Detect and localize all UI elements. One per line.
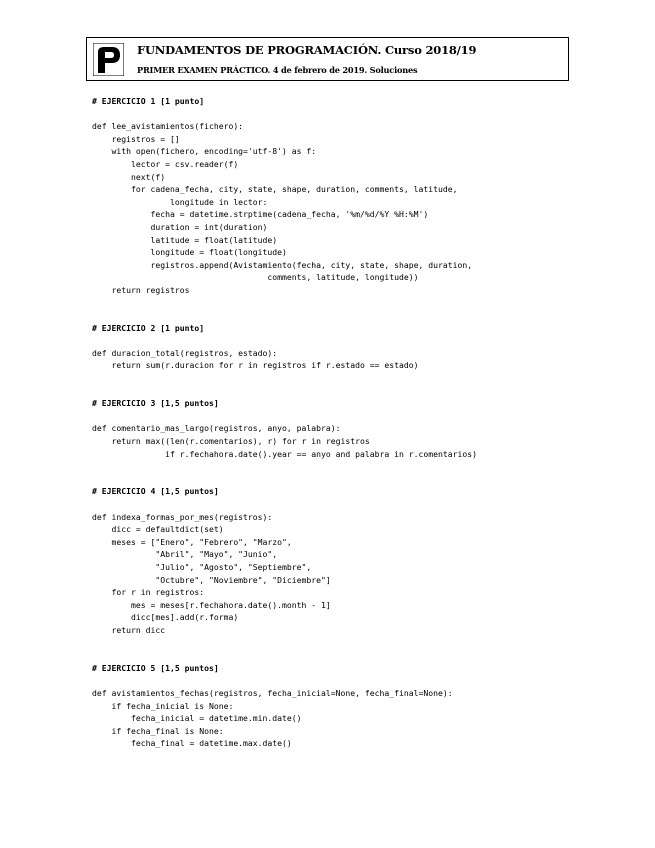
code-line: return max((len(r.comentarios), r) for r in registros bbox=[92, 436, 370, 447]
code-line: def indexa_formas_por_mes(registros): bbox=[92, 511, 273, 522]
code-line: return sum(r.duracion for r in registros if r.estado == estado) bbox=[92, 360, 419, 371]
code-line: with open(fichero, encoding='utf-8') as f: bbox=[92, 146, 317, 157]
blank-line bbox=[92, 297, 477, 310]
code-line: "Abril", "Mayo", "Junio", bbox=[92, 549, 278, 560]
code-line: def avistamientos_fechas(registros, fecha_inicial=None, fecha_final=None): bbox=[92, 687, 453, 698]
code-line: if fecha_final is None: bbox=[92, 725, 224, 736]
code-line: dicc = defaultdict(set) bbox=[92, 524, 224, 535]
code-line: def duracion_total(registros, estado): bbox=[92, 347, 278, 358]
blank-line bbox=[92, 637, 477, 650]
exercise-heading: # EJERCICIO 2 [1 punto] bbox=[92, 322, 205, 333]
code-line: return registros bbox=[92, 284, 190, 295]
code-line: fecha_final = datetime.max.date() bbox=[92, 738, 292, 749]
blank-line bbox=[92, 372, 477, 385]
blank-line bbox=[92, 460, 477, 473]
code-line: if r.fechahora.date().year == anyo and palabra in r.comentarios) bbox=[92, 448, 477, 459]
code-line: longitude in lector: bbox=[92, 196, 268, 207]
code-line: next(f) bbox=[92, 171, 166, 182]
blank-line bbox=[92, 649, 477, 662]
code-line: return dicc bbox=[92, 624, 166, 635]
code-line: "Julio", "Agosto", "Septiembre", bbox=[92, 561, 312, 572]
blank-line bbox=[92, 674, 477, 687]
blank-line bbox=[92, 334, 477, 347]
document-subtitle: PRIMER EXAMEN PRÁCTICO. 4 de febrero de 2019. Soluciones bbox=[137, 65, 418, 75]
code-line: duration = int(duration) bbox=[92, 221, 268, 232]
document-header bbox=[86, 37, 569, 81]
blank-line bbox=[92, 108, 477, 121]
code-line: fecha = datetime.strptime(cadena_fecha, '%m/%d/%Y %H:%M') bbox=[92, 209, 429, 220]
code-line: "Octubre", "Noviembre", "Diciembre"] bbox=[92, 574, 331, 585]
exercise-heading: # EJERCICIO 1 [1 punto] bbox=[92, 96, 205, 106]
code-line: meses = ["Enero", "Febrero", "Marzo", bbox=[92, 536, 292, 547]
exercise-heading: # EJERCICIO 5 [1,5 puntos] bbox=[92, 662, 219, 673]
code-line: for cadena_fecha, city, state, shape, duration, comments, latitude, bbox=[92, 184, 458, 195]
code-line: comments, latitude, longitude)) bbox=[92, 272, 419, 283]
blank-line bbox=[92, 473, 477, 486]
code-line: if fecha_inicial is None: bbox=[92, 700, 234, 711]
code-line: dicc[mes].add(r.forma) bbox=[92, 612, 239, 623]
code-line: mes = meses[r.fechahora.date().month - 1] bbox=[92, 599, 331, 610]
code-line: def comentario_mas_largo(registros, anyo, palabra): bbox=[92, 423, 341, 434]
blank-line bbox=[92, 498, 477, 511]
exercise-heading: # EJERCICIO 4 [1,5 puntos] bbox=[92, 486, 219, 497]
code-line: registros = [] bbox=[92, 133, 180, 144]
code-line: fecha_inicial = datetime.min.date() bbox=[92, 713, 302, 724]
exercise-heading: # EJERCICIO 3 [1,5 puntos] bbox=[92, 398, 219, 409]
code-line: lector = csv.reader(f) bbox=[92, 158, 239, 169]
code-line: def lee_avistamientos(fichero): bbox=[92, 121, 244, 132]
code-line: for r in registros: bbox=[92, 587, 205, 598]
code-line: registros.append(Avistamiento(fecha, city, state, shape, duration, bbox=[92, 259, 473, 270]
document-title: FUNDAMENTOS DE PROGRAMACIÓN. Curso 2018/19 bbox=[137, 43, 477, 57]
blank-line bbox=[92, 410, 477, 423]
blank-line bbox=[92, 385, 477, 398]
code-line: longitude = float(longitude) bbox=[92, 247, 287, 258]
code-line: latitude = float(latitude) bbox=[92, 234, 278, 245]
code-listing bbox=[92, 95, 477, 750]
blank-line bbox=[92, 309, 477, 322]
university-logo-icon bbox=[93, 43, 124, 76]
